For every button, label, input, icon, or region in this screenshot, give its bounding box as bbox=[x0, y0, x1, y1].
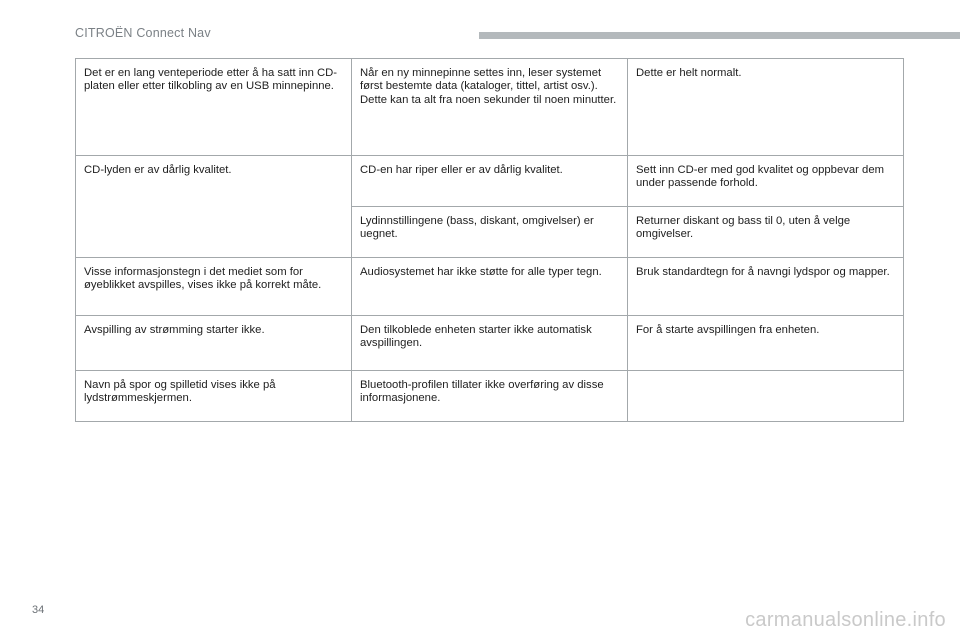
cause-cell: Audiosystemet har ikke støtte for alle typer tegn. bbox=[352, 258, 628, 316]
cause-cell: CD-en har riper eller er av dårlig kvalitet. bbox=[352, 156, 628, 207]
table-row bbox=[76, 59, 904, 156]
solution-cell: Returner diskant og bass til 0, uten å velge omgivelser. bbox=[628, 207, 904, 258]
problem-cell: Navn på spor og spilletid vises ikke på lydstrømmeskjermen. bbox=[76, 371, 352, 422]
solution-cell bbox=[628, 371, 904, 422]
problem-cell: CD-lyden er av dårlig kvalitet. bbox=[76, 156, 352, 258]
solution-cell: Bruk standardtegn for å navngi lydspor og mapper. bbox=[628, 258, 904, 316]
problem-cell: Avspilling av strømming starter ikke. bbox=[76, 316, 352, 371]
page-header bbox=[0, 0, 960, 46]
cause-cell: Den tilkoblede enheten starter ikke automatisk avspillingen. bbox=[352, 316, 628, 371]
cause-cell: Lydinnstillingene (bass, diskant, omgivelser) er uegnet. bbox=[352, 207, 628, 258]
cause-cell: Bluetooth-profilen tillater ikke overføring av disse informasjonene. bbox=[352, 371, 628, 422]
table-row bbox=[76, 371, 904, 422]
page-number: 34 bbox=[32, 604, 45, 616]
header-bar bbox=[479, 32, 960, 39]
problem-cell: Det er en lang venteperiode etter å ha satt inn CD-platen eller etter tilkobling av en USB minnepinne. bbox=[76, 59, 352, 156]
table-row bbox=[76, 316, 904, 371]
problem-cell: Visse informasjonstegn i det mediet som for øyeblikket avspilles, vises ikke på korrekt måte. bbox=[76, 258, 352, 316]
table-row bbox=[76, 156, 904, 207]
page-header-title: CITROËN Connect Nav bbox=[75, 26, 211, 40]
solution-cell: Dette er helt normalt. bbox=[628, 59, 904, 156]
solution-cell: For å starte avspillingen fra enheten. bbox=[628, 316, 904, 371]
cause-cell: Når en ny minnepinne settes inn, leser systemet først bestemte data (kataloger, tittel, artist osv.). Dette kan ta alt fra noen sekunder til noen minutter. bbox=[352, 59, 628, 156]
watermark: carmanualsonline.info bbox=[745, 609, 946, 631]
troubleshooting-table bbox=[75, 58, 904, 422]
table-row bbox=[76, 258, 904, 316]
solution-cell: Sett inn CD-er med god kvalitet og oppbevar dem under passende forhold. bbox=[628, 156, 904, 207]
